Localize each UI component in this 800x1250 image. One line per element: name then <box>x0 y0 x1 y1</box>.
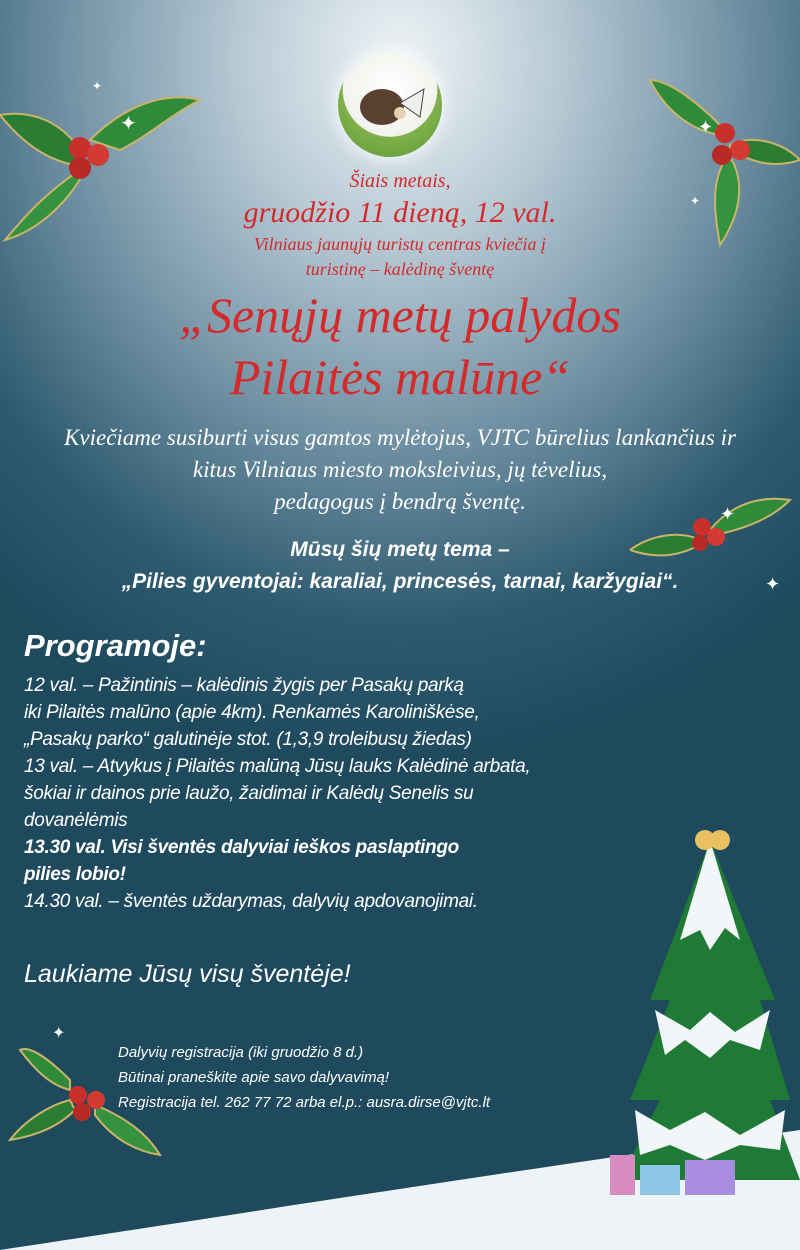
intro-text: Šiais metais, <box>349 170 451 192</box>
organizer-line-2: turistinę – kalėdinę šventę <box>305 259 495 279</box>
program-line: iki Pilaitės malūno (apie 4km). Renkamės Karoliniškėse, <box>24 702 480 723</box>
program-line: šokiai ir dainos prie laužo, žaidimai ir Kalėdų Senelis su <box>24 783 474 804</box>
invitation-line: pedagogus į bendrą šventę. <box>274 489 526 514</box>
program-line: 13 val. – Atvykus į Pilaitės malūną Jūsų lauks Kalėdinė arbata, <box>24 756 531 777</box>
event-date: gruodžio 11 dieną, 12 val. <box>243 196 557 229</box>
svg-text:✦: ✦ <box>120 113 137 135</box>
welcome-text: Laukiame Jūsų visų šventėje! <box>24 960 351 988</box>
theme-line-1: Mūsų šių metų tema – <box>290 538 510 561</box>
program-closing: 14.30 val. – šventės uždarymas, dalyvių apdovanojimai. <box>24 891 478 912</box>
invitation-line: Kviečiame susiburti visus gamtos mylėtojus, VJTC būrelius lankančius ir <box>64 425 736 450</box>
svg-text:✦: ✦ <box>720 504 736 524</box>
program-line: 12 val. – Pažintinis – kalėdinis žygis per Pasakų parką <box>24 675 464 696</box>
invitation-text <box>0 422 800 518</box>
svg-text:✦: ✦ <box>92 79 103 93</box>
hedgehog-logo <box>338 53 442 157</box>
theme-line-2: „Pilies gyventojai: karaliai, princesės, tarnai, karžygiai“. <box>121 570 679 593</box>
program-line: „Pasakų parko“ galutinėje stot. (1,3,9 troleibusų žiedas) <box>24 729 472 750</box>
svg-text:✦: ✦ <box>690 194 701 208</box>
program-line: dovanėlėmis <box>24 810 128 831</box>
svg-text:✦: ✦ <box>52 1025 66 1042</box>
registration-info <box>118 1040 490 1115</box>
program-heading: Programoje: <box>24 628 207 663</box>
svg-text:✦: ✦ <box>698 117 714 137</box>
theme <box>0 534 800 598</box>
registration-contact: Registracija tel. 262 77 72 arba el.p.: ausra.dirse@vjtc.lt <box>118 1094 491 1111</box>
program-list <box>24 672 530 915</box>
event-title-line-2: Pilaitės malūne“ <box>229 349 571 405</box>
registration-deadline: Dalyvių registracija (iki gruodžio 8 d.) <box>118 1044 364 1061</box>
program-highlight: 13.30 val. Visi šventės dalyviai ieškos paslaptingo <box>24 837 459 858</box>
invitation-line: kitus Vilniaus miesto moksleivius, jų tėvelius, <box>192 457 608 482</box>
christmas-tree-icon <box>610 800 800 1200</box>
program-highlight: pilies lobio! <box>24 864 126 885</box>
event-title-line-1: „Senųjų metų palydos <box>179 287 621 343</box>
svg-text:✦: ✦ <box>765 574 781 594</box>
organizer-line-1: Vilniaus jaunųjų turistų centras kviečia į <box>253 234 547 254</box>
holly-top-left-icon <box>0 70 210 260</box>
registration-note: Būtinai praneškite apie savo dalyvavimą! <box>118 1069 389 1086</box>
